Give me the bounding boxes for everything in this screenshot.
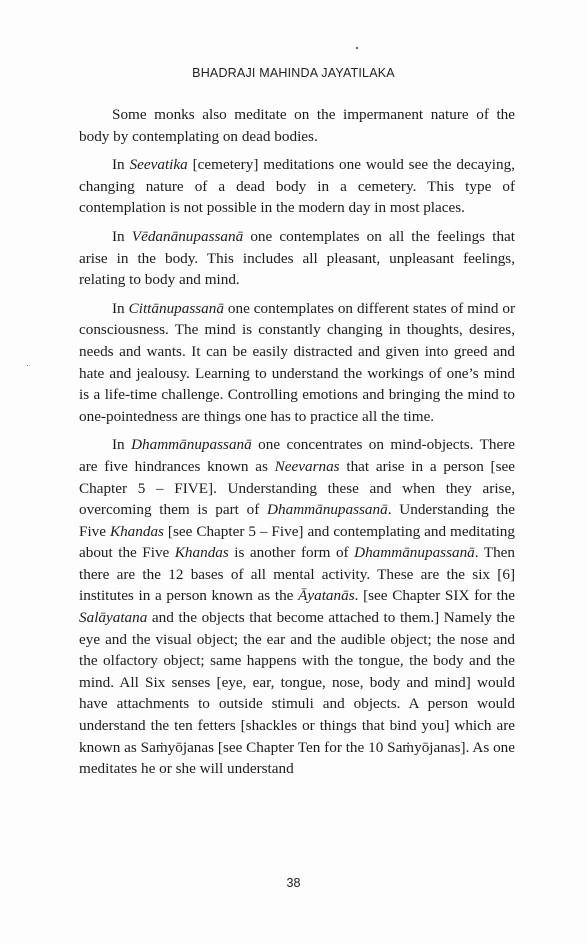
- text-run: [cemetery] meditations one would see the decaying, changing nature of a dead body in a cemetery. This type of contemplation is not possible in the modern day in most places.: [79, 156, 516, 217]
- text-run: . [see Chapter SIX for the: [354, 587, 515, 605]
- text-run: In: [112, 156, 130, 174]
- text-run: . Then there are the 12 bases of all mental activity. These are the six [6] institutes in a person known as the: [79, 544, 516, 605]
- italic-term: Khandas: [109, 522, 164, 540]
- text-run: In: [112, 299, 129, 317]
- paragraph: [79, 298, 515, 428]
- paragraph: [79, 154, 515, 219]
- italic-term: Cittānupassanā: [128, 299, 224, 317]
- text-run: one contemplates on all the feelings that arise in the body. This includes all pleasant, unpleasant feelings, relating to body and mind.: [79, 227, 515, 289]
- italic-term: Dhammānupassanā: [267, 501, 388, 519]
- italic-term: Dhammānupassanā: [131, 436, 252, 454]
- text-run: In: [112, 436, 132, 454]
- text-run: . Understanding the Five: [79, 501, 515, 540]
- text-run: is another form of: [228, 544, 355, 562]
- italic-term: Seevatika: [129, 156, 188, 174]
- text-run: In: [112, 227, 132, 245]
- paragraph: [79, 434, 515, 780]
- italic-term: Āyatanās: [298, 587, 355, 605]
- italic-term: Salāyatana: [79, 609, 148, 627]
- text-run: one concentrates on mind-objects. There are five hindrances known as: [79, 436, 515, 475]
- page-number: 38: [286, 876, 301, 890]
- text-run: and the objects that become attached to them.] Namely the eye and the visual object; the ear and the audible object; the nose and the olfactory object; same happens with the tongue, the body and the mind. All Six senses [eye, ear, tongue, nose, body and mind] would have attachments to outside stimuli and objects. A person would understand the ten fetters [shackles or things that bind you] which are known as Saṁyōjanas [see Chapter Ten for the 10 Saṁyōjanas]. As one meditates he or she will understand: [79, 609, 515, 778]
- text-run: [see Chapter 5 – Five] and contemplating and meditating about the Five: [79, 522, 515, 562]
- italic-term: Dhammānupassanā: [354, 544, 475, 562]
- paragraph: [79, 104, 515, 147]
- paragraph: [79, 226, 515, 291]
- text-run: one contemplates on different states of mind or consciousness. The mind is constantly changing in thoughts, desires, needs and wants. It can be easily distracted and given into greed and hate and jealousy. Learning to understand the workings of one’s mind is a life-time challenge. Controlling emotions and bringing the mind to one-pointedness are things one has to practice all the time.: [79, 299, 515, 425]
- ink-speck: [27, 365, 28, 366]
- body-text: [79, 104, 515, 780]
- italic-term: Vēdanānupassanā: [131, 227, 244, 245]
- italic-term: Khandas: [174, 544, 229, 562]
- text-run: that arise in a person [see Chapter 5 – FIVE]. Understanding these and when they arise, overcoming them is part of: [79, 457, 515, 519]
- italic-term: Neevarnas: [274, 457, 340, 475]
- text-run: Some monks also meditate on the impermanent nature of the body by contemplating on dead bodies.: [79, 106, 515, 145]
- running-header: BHADRAJI MAHINDA JAYATILAKA: [192, 66, 395, 80]
- ink-speck: [356, 47, 358, 49]
